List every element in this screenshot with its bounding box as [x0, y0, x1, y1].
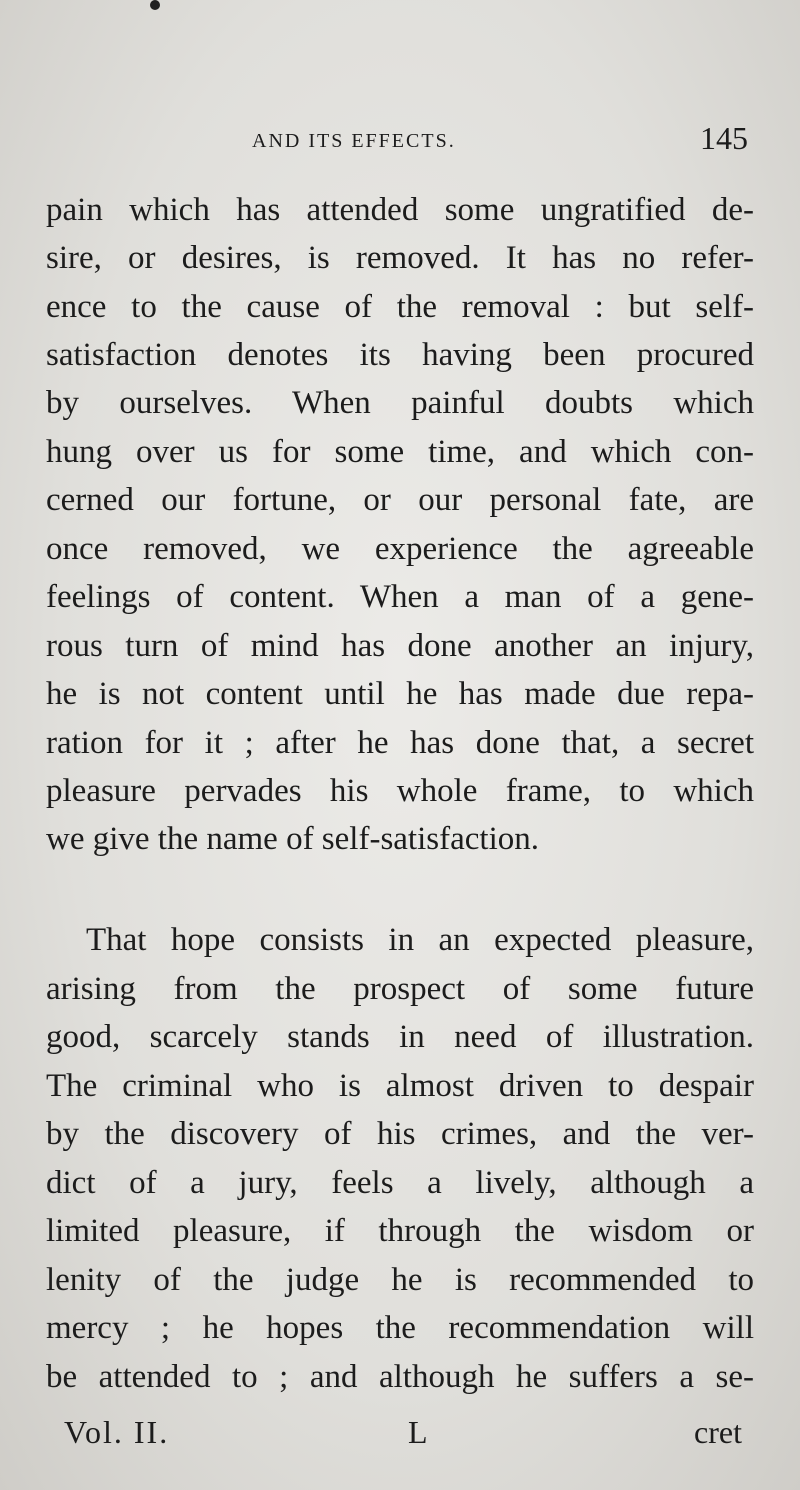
text-line: lenity of the judge he is recommended to	[46, 1262, 754, 1298]
text-line: hung over us for some time, and which con-	[46, 434, 754, 470]
text-line: he is not content until he has made due repa-	[46, 676, 754, 712]
text-line: satisfaction denotes its having been procured	[46, 337, 754, 373]
text-line: by the discovery of his crimes, and the ver-	[46, 1116, 754, 1152]
text-line: we give the name of self-satisfaction.	[46, 821, 539, 857]
text-line: good, scarcely stands in need of illustration.	[46, 1019, 754, 1055]
text-line: cerned our fortune, or our personal fate, are	[46, 482, 754, 518]
text-line: arising from the prospect of some future	[46, 971, 754, 1007]
text-line: sire, or desires, is removed. It has no refer-	[46, 240, 754, 276]
text-line: by ourselves. When painful doubts which	[46, 385, 754, 421]
text-line: feelings of content. When a man of a gene-	[46, 579, 754, 615]
text-line: dict of a jury, feels a lively, although a	[46, 1165, 754, 1201]
running-head	[0, 118, 800, 158]
text-line: The criminal who is almost driven to despair	[46, 1068, 754, 1104]
text-line: limited pleasure, if through the wisdom or	[46, 1213, 754, 1249]
text-line: pain which has attended some ungratified de-	[46, 192, 754, 228]
text-line: ration for it ; after he has done that, a secret	[46, 725, 754, 761]
page-number: 145	[700, 120, 748, 156]
catchword: cret	[694, 1414, 742, 1450]
text-line: once removed, we experience the agreeable	[46, 531, 754, 567]
text-line: ence to the cause of the removal : but self-	[46, 289, 754, 325]
signature-mark: L	[408, 1414, 428, 1450]
volume-mark: Vol. II.	[64, 1414, 170, 1450]
ink-speck	[150, 0, 160, 10]
text-line: That hope consists in an expected pleasure,	[86, 922, 754, 958]
text-line: rous turn of mind has done another an injury,	[46, 628, 754, 664]
text-line: mercy ; he hopes the recommendation will	[46, 1310, 754, 1346]
text-line: pleasure pervades his whole frame, to which	[46, 773, 754, 809]
running-head-title: AND ITS EFFECTS.	[252, 130, 456, 152]
text-line: be attended to ; and although he suffers a se-	[46, 1359, 754, 1395]
